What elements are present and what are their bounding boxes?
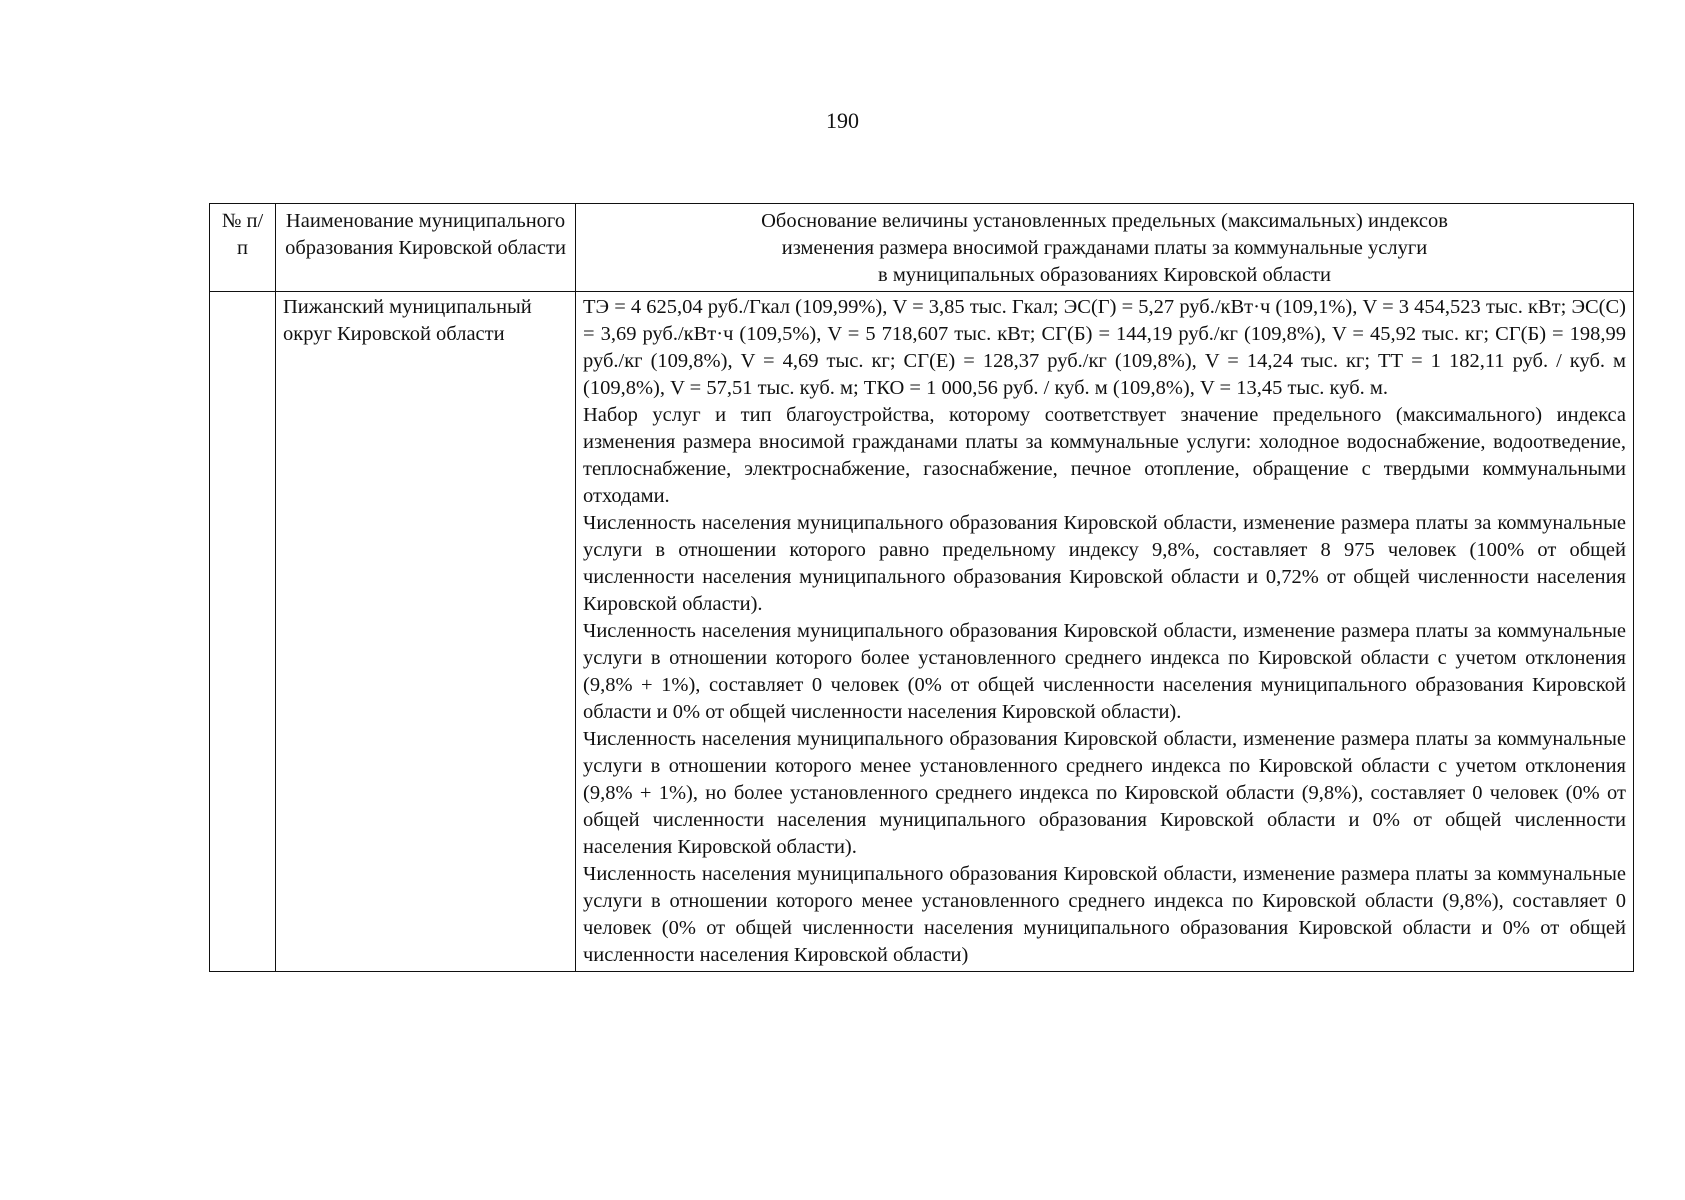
justification-paragraph: Численность населения муниципального образования Кировской области, изменение размера платы за коммунальные услуги в отношении которого равно предельному индексу 9,8%, составляет 8 975 человек (100% от общей численности населения муниципального образования Кировской области и 0,72% от общей численности населения Кировской области). [583,512,1626,615]
header-num: № п/п [210,204,276,292]
justification-table [209,203,1634,972]
justification-cell [576,292,1634,972]
header-name: Наименование муниципального образования Кировской области [276,204,576,292]
justification-paragraph: Численность населения муниципального образования Кировской области, изменение размера платы за коммунальные услуги в отношении которого менее установленного среднего индекса по Кировской области с учетом отклонения (9,8% + 1%), но более установленного среднего индекса по Кировской области (9,8%), составляет 0 человек (0% от общей численности населения муниципального образования Кировской области и 0% от общей численности населения Кировской области). [583,728,1626,858]
justification-paragraph: Набор услуг и тип благоустройства, которому соответствует значение предельного (максимального) индекса изменения размера вносимой гражданами платы за коммунальные услуги: холодное водоснабжение, водоотведение, теплоснабжение, электроснабжение, газоснабжение, печное отопление, обращение с твердыми коммунальными отходами. [583,404,1626,507]
header-justification [576,204,1634,292]
header-justification-line: изменения размера вносимой гражданами платы за коммунальные услуги [781,237,1428,259]
page-number: 190 [826,108,859,133]
row-num [210,292,276,972]
table-header-row [210,204,1634,292]
table-row [210,292,1634,972]
header-justification-line: в муниципальных образованиях Кировской области [878,264,1331,286]
justification-paragraph: Численность населения муниципального образования Кировской области, изменение размера платы за коммунальные услуги в отношении которого менее установленного среднего индекса по Кировской области (9,8%), составляет 0 человек (0% от общей численности населения муниципального образования Кировской области и 0% от общей численности населения Кировской области) [583,863,1626,966]
header-justification-line: Обоснование величины установленных предельных (максимальных) индексов [761,210,1448,232]
municipality-name: Пижанский муниципальный округ Кировской области [276,292,576,972]
justification-paragraph: Численность населения муниципального образования Кировской области, изменение размера платы за коммунальные услуги в отношении которого более установленного среднего индекса по Кировской области с учетом отклонения (9,8% + 1%), составляет 0 человек (0% от общей численности населения муниципального образования Кировской области и 0% от общей численности населения Кировской области). [583,620,1626,723]
justification-paragraph: ТЭ = 4 625,04 руб./Гкал (109,99%), V = 3,85 тыс. Гкал; ЭС(Г) = 5,27 руб./кВт·ч (109,1%), V = 3 454,523 тыс. кВт; ЭС(С) = 3,69 руб./кВт·ч (109,5%), V = 5 718,607 тыс. кВт; СГ(Б) = 144,19 руб./кг (109,8%), V = 45,92 тыс. кг; СГ(Б) = 198,99 руб./кг (109,8%), V = 4,69 тыс. кг; СГ(Е) = 128,37 руб./кг (109,8%), V = 14,24 тыс. кг; ТТ = 1 182,11 руб. / куб. м (109,8%), V = 57,51 тыс. куб. м; ТКО = 1 000,56 руб. / куб. м (109,8%), V = 13,45 тыс. куб. м. [583,296,1626,399]
